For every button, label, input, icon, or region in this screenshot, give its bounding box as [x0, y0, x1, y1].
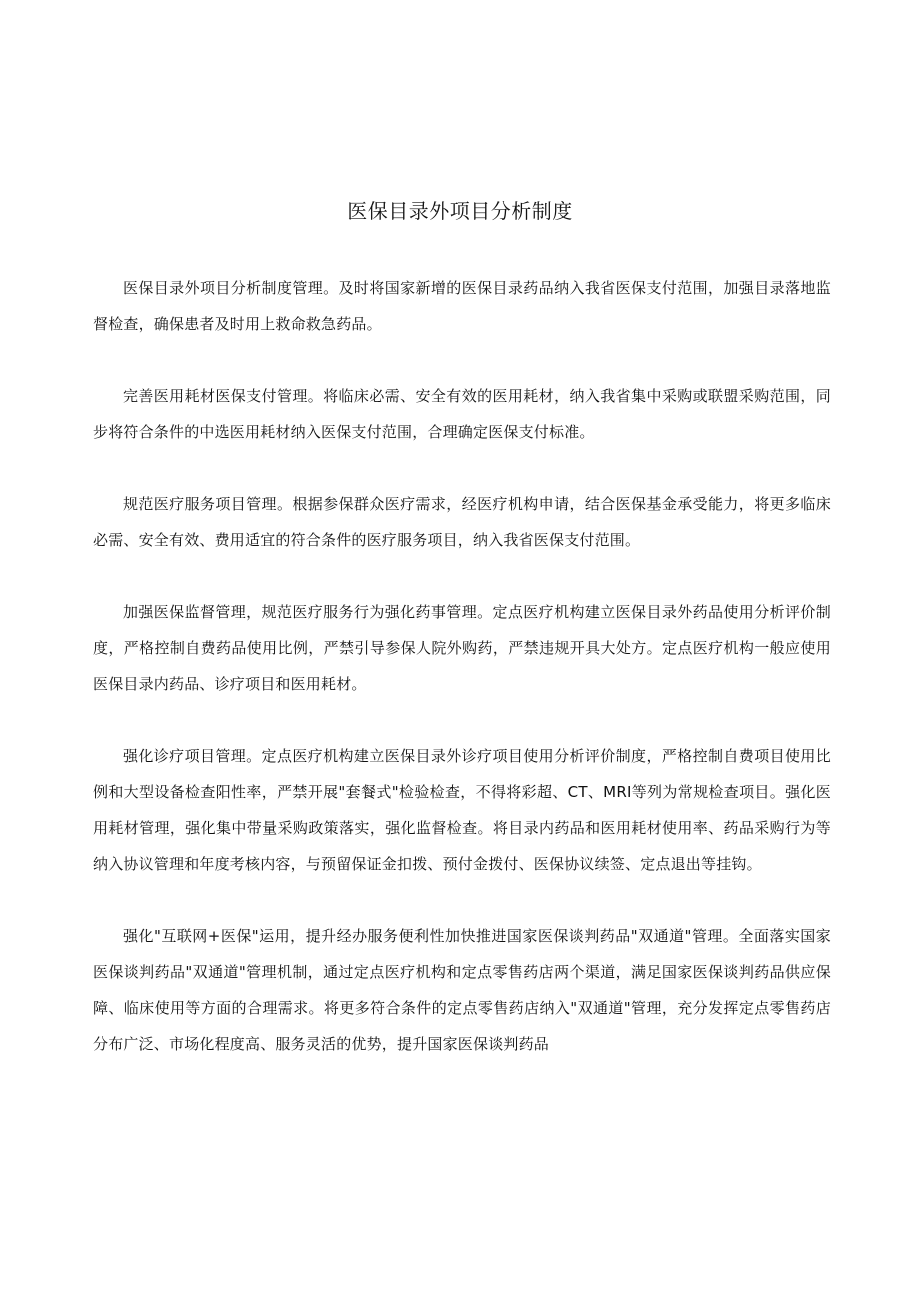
paragraph-5: 强化诊疗项目管理。定点医疗机构建立医保目录外诊疗项目使用分析评价制度，严格控制自费项目使用比例和大型设备检查阳性率，严禁开展"套餐式"检验检查，不得将彩超、CT、MRI等列为常规检查项目。强化医用耗材管理，强化集中带量采购政策落实，强化监督检查。将目录内药品和医用耗材使用率、药品采购行为等纳入协议管理和年度考核内容，与预留保证金扣拨、预付金拨付、医保协议续签、定点退出等挂钩。 — [93, 747, 831, 873]
paragraph-2: 完善医用耗材医保支付管理。将临床必需、安全有效的医用耗材，纳入我省集中采购或联盟采购范围，同步将符合条件的中选医用耗材纳入医保支付范围，合理确定医保支付标准。 — [93, 387, 831, 441]
paragraph-4: 加强医保监督管理，规范医疗服务行为强化药事管理。定点医疗机构建立医保目录外药品使用分析评价制度，严格控制自费药品使用比例，严禁引导参保人院外购药，严禁违规开具大处方。定点医疗机构一般应使用医保目录内药品、诊疗项目和医用耗材。 — [93, 603, 831, 693]
paragraph-1: 医保目录外项目分析制度管理。及时将国家新增的医保目录药品纳入我省医保支付范围，加强目录落地监督检查，确保患者及时用上救命救急药品。 — [93, 279, 831, 333]
document-body — [93, 270, 831, 1098]
paragraph-6: 强化"互联网+医保"运用，提升经办服务便利性加快推进国家医保谈判药品"双通道"管理。全面落实国家医保谈判药品"双通道"管理机制，通过定点医疗机构和定点零售药店两个渠道，满足国家医保谈判药品供应保障、临床使用等方面的合理需求。将更多符合条件的定点零售药店纳入"双通道"管理，充分发挥定点零售药店分布广泛、市场化程度高、服务灵活的优势，提升国家医保谈判药品 — [93, 927, 831, 1053]
paragraph-3: 规范医疗服务项目管理。根据参保群众医疗需求，经医疗机构申请，结合医保基金承受能力，将更多临床必需、安全有效、费用适宜的符合条件的医疗服务项目，纳入我省医保支付范围。 — [93, 495, 831, 549]
document-title: 医保目录外项目分析制度 — [347, 199, 573, 223]
